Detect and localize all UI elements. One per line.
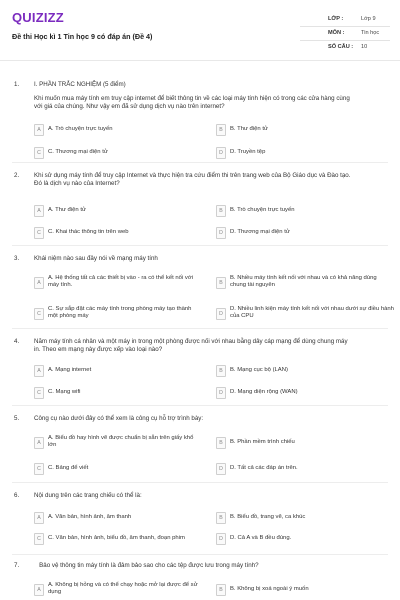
- option-a[interactable]: [34, 584, 209, 598]
- meta-value: 10: [361, 44, 368, 50]
- option-letter-box: A: [34, 124, 44, 136]
- option-letter-box: B: [216, 365, 226, 377]
- option-letter-box: B: [216, 512, 226, 524]
- option-letter-box: B: [216, 205, 226, 217]
- option-letter-box: C: [34, 463, 44, 475]
- option-c[interactable]: [34, 227, 209, 241]
- option-text: B. Không bị xoá ngoài ý muốn: [230, 586, 309, 592]
- option-letter-box: D: [216, 463, 226, 475]
- question-line: Nội dung trên các trang chiếu có thể là:: [34, 492, 142, 499]
- option-a[interactable]: [34, 365, 209, 379]
- option-letter-box: A: [34, 437, 44, 449]
- header-divider: [0, 60, 400, 61]
- option-b[interactable]: [216, 437, 391, 451]
- option-text: A. Hệ thống tất cả các thiết bị vào - ra có thể kết nối với máy tính.: [48, 275, 193, 289]
- option-b[interactable]: [216, 124, 391, 138]
- option-text: D. Cả A và B đều đúng.: [230, 535, 292, 541]
- option-d[interactable]: [216, 463, 391, 477]
- question-line: Khái niệm nào sau đây nói về mạng máy tính: [34, 255, 158, 262]
- question-line: Khi sử dụng máy tính để truy cập Internet và thực hiện tra cứu điểm thi trên trang web của Bộ Giáo dục và Đào tạo.: [34, 172, 351, 179]
- question-line: in. Theo em mạng này được xếp vào loại nào?: [34, 345, 163, 353]
- option-text: B. Phần mềm trình chiếu: [230, 439, 295, 445]
- option-a[interactable]: [34, 512, 209, 526]
- option-text: A. Không bị hỏng và có thể chạy hoặc mở lại được để sử dụng: [48, 582, 198, 596]
- option-letter-box: B: [216, 277, 226, 289]
- option-d[interactable]: [216, 227, 391, 241]
- option-b[interactable]: [216, 365, 391, 379]
- meta-row-count: [300, 41, 390, 55]
- question-divider: [12, 405, 388, 406]
- option-letter-box: D: [216, 227, 226, 239]
- option-letter-box: C: [34, 533, 44, 545]
- option-letter-box: D: [216, 147, 226, 159]
- question-number: 6.: [14, 492, 20, 499]
- meta-label: SỐ CÂU :: [328, 44, 354, 50]
- option-text: A. Mạng internet: [48, 367, 92, 373]
- option-letter-box: B: [216, 124, 226, 136]
- question-number: 7.: [14, 562, 20, 569]
- page-title: Đề thi Học kì 1 Tin học 9 có đáp án (Đề 4): [12, 32, 153, 42]
- option-text: D. Tất cả các đáp án trên.: [230, 465, 298, 471]
- option-letter-box: A: [34, 205, 44, 217]
- option-text: D. Thương mại điện tử: [230, 229, 290, 235]
- question-number: 4.: [14, 338, 20, 345]
- option-letter-box: D: [216, 533, 226, 545]
- option-b[interactable]: [216, 205, 391, 219]
- question-divider: [12, 328, 388, 329]
- option-b[interactable]: [216, 512, 391, 526]
- question-line: với giá của chúng. Như vậy em đã sử dụng dịch vụ nào trên internet?: [34, 102, 225, 110]
- option-c[interactable]: [34, 308, 209, 322]
- question-text: [34, 81, 390, 110]
- option-b[interactable]: [216, 277, 391, 291]
- meta-label: LỚP :: [328, 16, 344, 22]
- question-line: Công cụ nào dưới đây có thể xem là công cụ hỗ trợ trình bày:: [34, 415, 204, 422]
- question-line: Khi muốn mua máy tính em truy cập internet để biết thông tin về các loại máy tính hiện có trong các cửa hàng cùng: [34, 94, 350, 102]
- option-text: A. Biểu đồ hay hình vẽ được chuẩn bị sẵn trên giấy khổ lớn: [48, 435, 194, 449]
- meta-value: Lớp 9: [361, 16, 376, 22]
- question-divider: [12, 162, 388, 163]
- option-letter-box: A: [34, 584, 44, 596]
- option-letter-box: C: [34, 147, 44, 159]
- question-number: 1.: [14, 81, 20, 88]
- option-c[interactable]: [34, 533, 209, 547]
- option-a[interactable]: [34, 277, 209, 291]
- option-d[interactable]: [216, 387, 391, 401]
- option-text: C. Bảng để viết: [48, 465, 89, 471]
- option-text: C. Mạng wifi: [48, 389, 81, 395]
- option-text: A. Thư điện tử: [48, 207, 86, 213]
- question-line: Năm máy tính cá nhân và một máy in trong một phòng được nối với nhau bằng dây cáp mạng để dùng chung máy: [34, 338, 348, 345]
- option-c[interactable]: [34, 387, 209, 401]
- question-text: [34, 255, 390, 263]
- question-line: Bảo vệ thông tin máy tính là đảm bảo sao cho các tệp được lưu trong máy tính?: [34, 562, 259, 569]
- question-divider: [12, 554, 388, 555]
- meta-table: [300, 13, 390, 55]
- option-letter-box: A: [34, 277, 44, 289]
- question-text: [34, 172, 390, 188]
- question-text: [34, 338, 390, 354]
- worksheet-header: [0, 0, 400, 64]
- question-text: [34, 415, 390, 423]
- option-a[interactable]: [34, 124, 209, 138]
- option-a[interactable]: [34, 205, 209, 219]
- option-letter-box: B: [216, 437, 226, 449]
- option-text: B. Trò chuyện trực tuyến: [230, 207, 295, 213]
- option-d[interactable]: [216, 147, 391, 161]
- meta-label: MÔN :: [328, 30, 345, 36]
- question-line: Đó là dịch vụ nào của Internet?: [34, 179, 120, 187]
- question-number: 5.: [14, 415, 20, 422]
- meta-value: Tin học: [361, 30, 380, 36]
- option-text: B. Nhiều máy tính kết nối với nhau và có khả năng dùng chung tài nguyên: [230, 275, 377, 289]
- question-divider: [12, 245, 388, 246]
- option-letter-box: C: [34, 308, 44, 320]
- question-number: 2.: [14, 172, 20, 179]
- option-d[interactable]: [216, 533, 391, 547]
- question-divider: [12, 482, 388, 483]
- option-d[interactable]: [216, 306, 394, 322]
- quizizz-logo: QUIZIZZ: [12, 10, 64, 25]
- option-text: D. Mạng diện rộng (WAN): [230, 389, 298, 395]
- option-letter-box: D: [216, 387, 226, 399]
- option-c[interactable]: [34, 147, 209, 161]
- option-letter-box: A: [34, 512, 44, 524]
- option-text: C. Thương mại điện tử: [48, 149, 108, 155]
- meta-row-subject: [300, 27, 390, 41]
- option-text: A. Văn bản, hình ảnh, âm thanh: [48, 514, 132, 520]
- option-a[interactable]: [34, 437, 209, 451]
- question-number: 3.: [14, 255, 20, 262]
- question-line: I. PHẦN TRẮC NGHIỆM (5 điểm): [34, 81, 126, 88]
- option-text: B. Mạng cục bộ (LAN): [230, 367, 288, 373]
- option-text: C. Sự sắp đặt các máy tính trong phòng máy tạo thành một phòng máy: [48, 306, 192, 320]
- option-letter-box: D: [216, 308, 226, 320]
- option-b[interactable]: [216, 584, 391, 598]
- option-text: B. Biểu đồ, trang vẽ, ca khúc: [230, 514, 306, 520]
- question-text: [34, 562, 390, 570]
- option-text: D. Nhiều linh kiện máy tính kết nối với nhau dưới sự điều hành của CPU: [230, 306, 394, 320]
- option-letter-box: C: [34, 227, 44, 239]
- option-c[interactable]: [34, 463, 209, 477]
- meta-row-class: [300, 13, 390, 27]
- option-letter-box: B: [216, 584, 226, 596]
- option-letter-box: C: [34, 387, 44, 399]
- option-text: C. Khai thác thông tin trên web: [48, 229, 129, 235]
- option-text: B. Thư điện tử: [230, 126, 268, 132]
- option-text: D. Truyền tệp: [230, 149, 266, 155]
- question-text: [34, 492, 390, 500]
- option-text: A. Trò chuyện trực tuyến: [48, 126, 113, 132]
- option-letter-box: A: [34, 365, 44, 377]
- option-text: C. Văn bản, hình ảnh, biểu đồ, âm thanh, đoạn phim: [48, 535, 185, 541]
